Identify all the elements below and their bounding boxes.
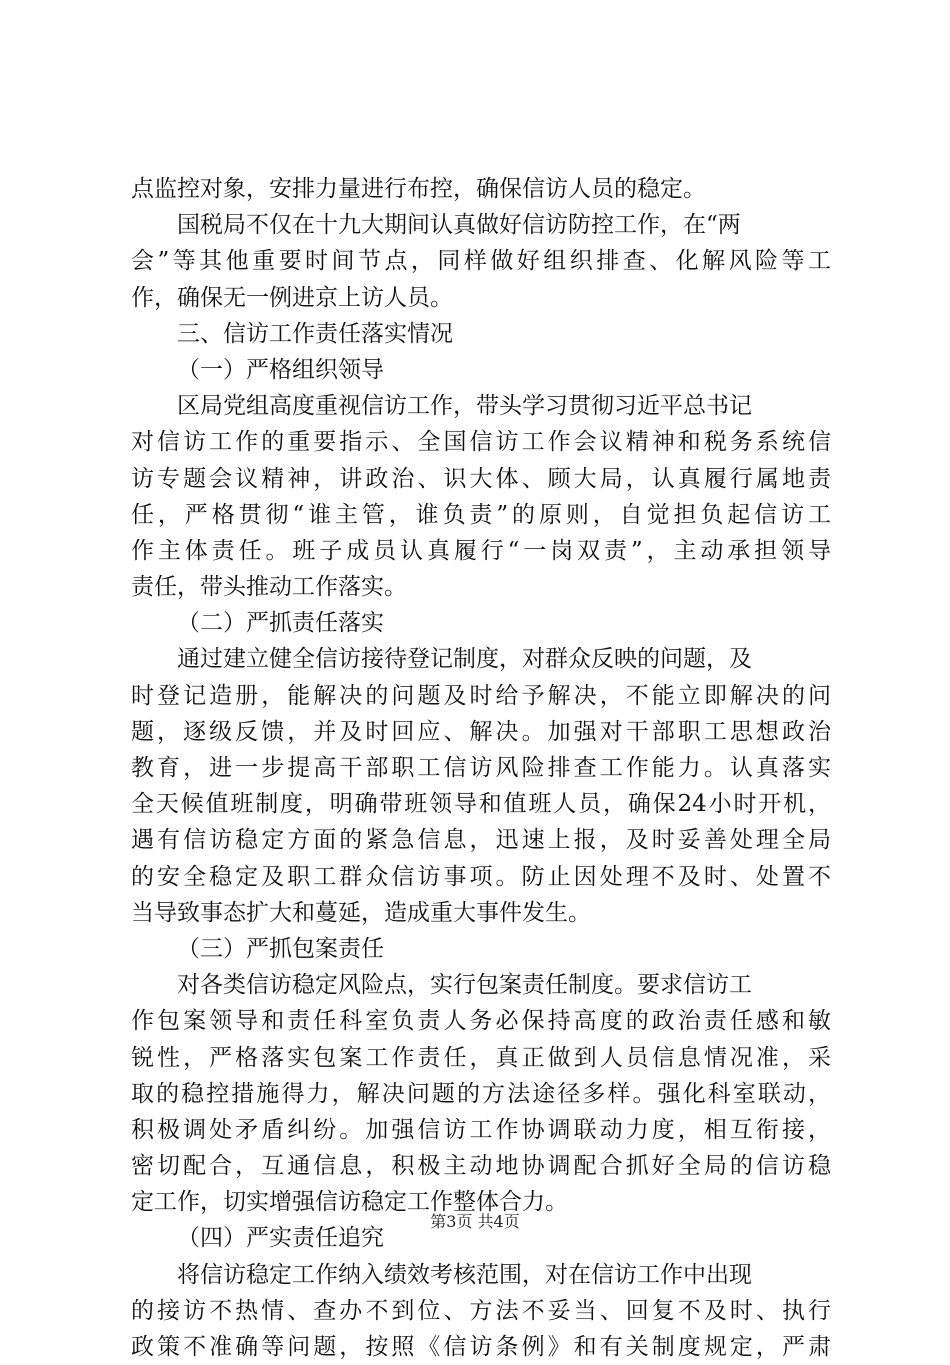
- page-number-footer: 第3页 共4页: [430, 1212, 520, 1231]
- text-line: 访专题会议精神，讲政治、识大体、顾大局，认真履行属地责: [131, 465, 831, 492]
- text-line: 作主体责任。班子成员认真履行“一岗双责”，主动承担领导: [131, 537, 831, 564]
- text-line: 对信访工作的重要指示、全国信访工作会议精神和税务系统信: [131, 429, 831, 456]
- subsection-heading: （四）严实责任追究: [177, 1225, 384, 1252]
- text-line: 当导致事态扩大和蔓延，造成重大事件发生。: [131, 899, 591, 926]
- paragraph-first-line: 区局党组高度重视信访工作，带头学习贯彻习近平总书记: [177, 393, 752, 420]
- text-line: 遇有信访稳定方面的紧急信息，迅速上报，及时妥善处理全局: [131, 827, 831, 854]
- paragraph-first-line: 将信访稳定工作纳入绩效考核范围，对在信访工作中出现: [177, 1261, 752, 1288]
- text-line: 定工作，切实增强信访稳定工作整体合力。: [131, 1189, 568, 1216]
- text-line: 时登记造册，能解决的问题及时给予解决，不能立即解决的问: [131, 682, 831, 709]
- subsection-heading: （一）严格组织领导: [177, 356, 384, 383]
- document-body: [131, 171, 831, 1365]
- paragraph-first-line: 通过建立健全信访接待登记制度，对群众反映的问题，及: [177, 646, 752, 673]
- text-line: 会”等其他重要时间节点，同样做好组织排查、化解风险等工: [131, 248, 831, 275]
- text-line: 的接访不热情、查办不到位、方法不妥当、回复不及时、执行: [131, 1297, 831, 1324]
- text-line: 政策不准确等问题，按照《信访条例》和有关制度规定，严肃: [131, 1334, 831, 1360]
- text-line: 密切配合，互通信息，积极主动地协调配合抓好全局的信访稳: [131, 1153, 831, 1180]
- text-line: 教育，进一步提高干部职工信访风险排查工作能力。认真落实: [131, 755, 831, 781]
- text-line: 题，逐级反馈，并及时回应、解决。加强对干部职工思想政治: [131, 718, 831, 745]
- section-heading: 三、信访工作责任落实情况: [177, 320, 453, 347]
- text-line: 责任，带头推动工作落实。: [131, 574, 407, 601]
- text-line: 任，严格贯彻“谁主管，谁负责”的原则，自觉担负起信访工: [131, 501, 831, 528]
- text-line: 锐性，严格落实包案工作责任，真正做到人员信息情况准，采: [131, 1044, 831, 1071]
- text-line: 点监控对象，安排力量进行布控，确保信访人员的稳定。: [131, 176, 706, 202]
- text-line: 全天候值班制度，明确带班领导和值班人员，确保24小时开机，: [131, 791, 831, 818]
- text-line: 作包案领导和责任科室负责人务必保持高度的政治责任感和敏: [131, 1008, 831, 1035]
- subsection-heading: （三）严抓包案责任: [177, 935, 384, 962]
- text-line: 作，确保无一例进京上访人员。: [131, 284, 453, 311]
- text-line: 积极调处矛盾纠纷。加强信访工作协调联动力度，相互衔接，: [131, 1116, 831, 1143]
- text-line: 的安全稳定及职工群众信访事项。防止因处理不及时、处置不: [131, 863, 831, 890]
- paragraph-first-line: 对各类信访稳定风险点，实行包案责任制度。要求信访工: [177, 972, 752, 999]
- text-line: 取的稳控措施得力，解决问题的方法途径多样。强化科室联动，: [131, 1080, 831, 1107]
- subsection-heading: （二）严抓责任落实: [177, 610, 384, 637]
- paragraph-first-line: 国税局不仅在十九大期间认真做好信访防控工作，在“两: [177, 212, 741, 239]
